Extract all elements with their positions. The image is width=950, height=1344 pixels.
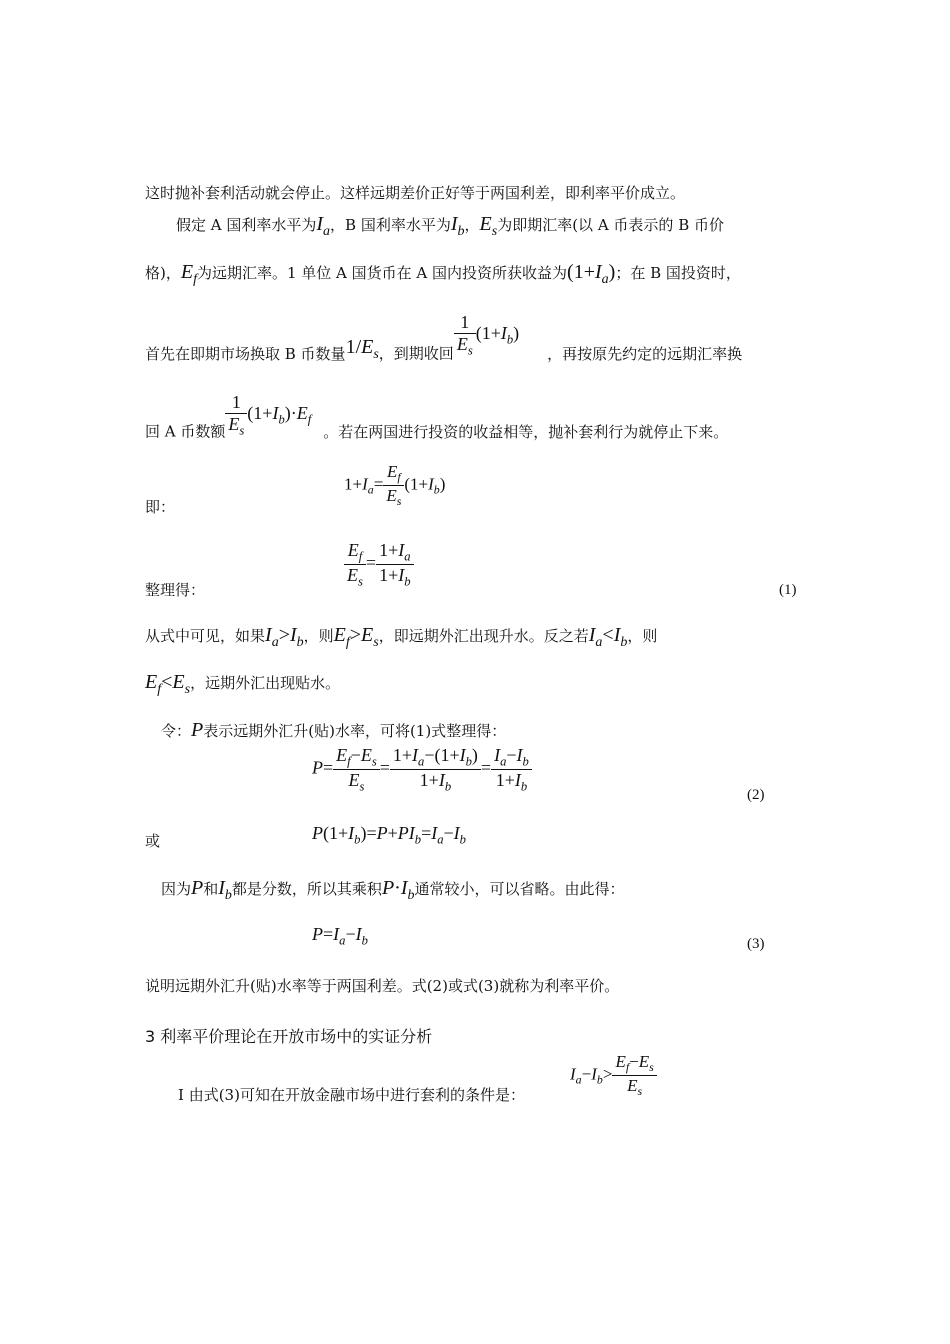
text-span: 从式中可见，如果 <box>145 627 266 645</box>
text-span: ，则 <box>303 627 334 645</box>
equation-parity: $1+I_a=$ $\frac{E_f}{E_s}$ $(1+I_b)$ <box>344 462 446 508</box>
paragraph-line <box>161 720 506 740</box>
paragraph-line: 说明远期外汇升(贴)水率等于两国利差。式(2)或式(3)就称为利率平价。 <box>145 977 620 995</box>
paragraph-line: Ⅰ 由式(3)可知在开放金融市场中进行套利的条件是： <box>178 1086 525 1104</box>
formula-ib: $I_b$ <box>218 877 232 903</box>
text-span: 格)， <box>145 264 181 282</box>
text-span: ，再按原先约定的远期汇率换 <box>547 344 743 363</box>
text-span: ，到期收回 <box>378 344 454 363</box>
label-huo: 或 <box>145 832 161 850</box>
text-span: 因为 <box>161 880 192 898</box>
formula-p-times-ib: $P\cdot I_b$ <box>381 877 415 903</box>
section-heading: 3 利率平价理论在开放市场中的实证分析 <box>145 1027 433 1046</box>
text-span: 为即期汇率(以 A 币表示的 B 币价 <box>497 216 724 234</box>
formula-p: P <box>191 877 204 899</box>
text-span: ，即远期外汇出现升水。反之若 <box>378 627 589 645</box>
paragraph-line <box>161 878 625 903</box>
formula-ib: $I_b$ <box>450 213 465 239</box>
formula-ef: $E_f$ <box>180 261 197 287</box>
text-span: 通常较小，可以省略。由此得： <box>414 880 625 898</box>
equation-2-expanded: $P(1+I_b)=P+PI_b=I_a-I_b$ <box>312 823 466 847</box>
text-span: 表示远期外汇升(贴)水率，可将(1)式整理得： <box>203 722 507 740</box>
paragraph-line <box>145 262 741 287</box>
paragraph-line <box>145 312 742 362</box>
formula-p: P <box>191 719 204 741</box>
text-span: 回 A 币数额 <box>145 422 226 441</box>
formula-ia-lt-ib: $I_a<I_b$ <box>588 624 628 650</box>
label-ji: 即： <box>145 498 176 516</box>
formula-ia-gt-ib: $I_a>I_b$ <box>265 624 304 650</box>
text-span: ；在 B 国投资时， <box>615 264 741 282</box>
equation-number-1: (1) <box>779 582 797 598</box>
text-span: 和 <box>203 880 219 898</box>
formula-es: $E_s$ <box>479 213 498 239</box>
text-span: 。若在两国进行投资的收益相等，抛补套利行为就停止下来。 <box>323 422 729 441</box>
label-zhengli: 整理得： <box>145 581 206 599</box>
equation-3: $P=I_a-I_b$ <box>312 924 368 948</box>
formula-arbitrage-condition: $I_a-I_b>$ $\frac{E_f-E_s}{E_s}$ <box>570 1052 657 1099</box>
text-span: 假定 A 国利率水平为 <box>176 216 317 234</box>
text-span: 都是分数，所以其乘积 <box>231 880 382 898</box>
text-span: ， <box>464 216 480 234</box>
paragraph-line <box>145 625 657 650</box>
formula-1-over-es: $1/E_s$ <box>345 335 379 362</box>
paragraph-line <box>145 392 728 440</box>
text-span: ，B 国利率水平为 <box>330 216 451 234</box>
text-span: 为远期汇率。1 单位 A 国货币在 A 国内投资所获收益为 <box>196 264 568 282</box>
formula-1-plus-ia: $(1+I_a)$ <box>567 261 616 287</box>
paragraph-line: 这时抛补套利活动就会停止。这样远期差价正好等于两国利差，即利率平价成立。 <box>145 184 686 202</box>
equation-number-2: (2) <box>747 787 765 803</box>
paragraph-line <box>176 214 724 239</box>
equation-number-3: (3) <box>747 936 765 952</box>
equation-1: $\frac{E_f}{E_s}$ = $\frac{1+I_a}{1+I_b}$ <box>344 540 414 589</box>
formula-ia: $I_a$ <box>316 213 331 239</box>
text-span: 令： <box>161 722 192 740</box>
text-span: ，远期外汇出现贴水。 <box>190 674 341 692</box>
paragraph-line <box>145 672 340 697</box>
formula-ef-lt-es: $E_f<E_s$ <box>145 671 191 697</box>
formula-return-a: $\frac{1}{E_s}$ $(1+I_b)\cdot E_f$ <box>225 392 311 438</box>
formula-return-b: $\frac{1}{E_s}$ $(1+I_b)$ <box>454 312 519 358</box>
text-span: 首先在即期市场换取 B 币数量 <box>145 344 346 363</box>
text-span: ，则 <box>627 627 658 645</box>
equation-2: P= $\frac{E_f-E_s}{E_s}$ = $\frac{1+I_a-(1+I_b)}{1+I_b}$ = $\frac{I_a-I_b}{1+I_b}$ <box>312 745 532 794</box>
formula-ef-gt-es: $E_f>E_s$ <box>333 624 379 650</box>
